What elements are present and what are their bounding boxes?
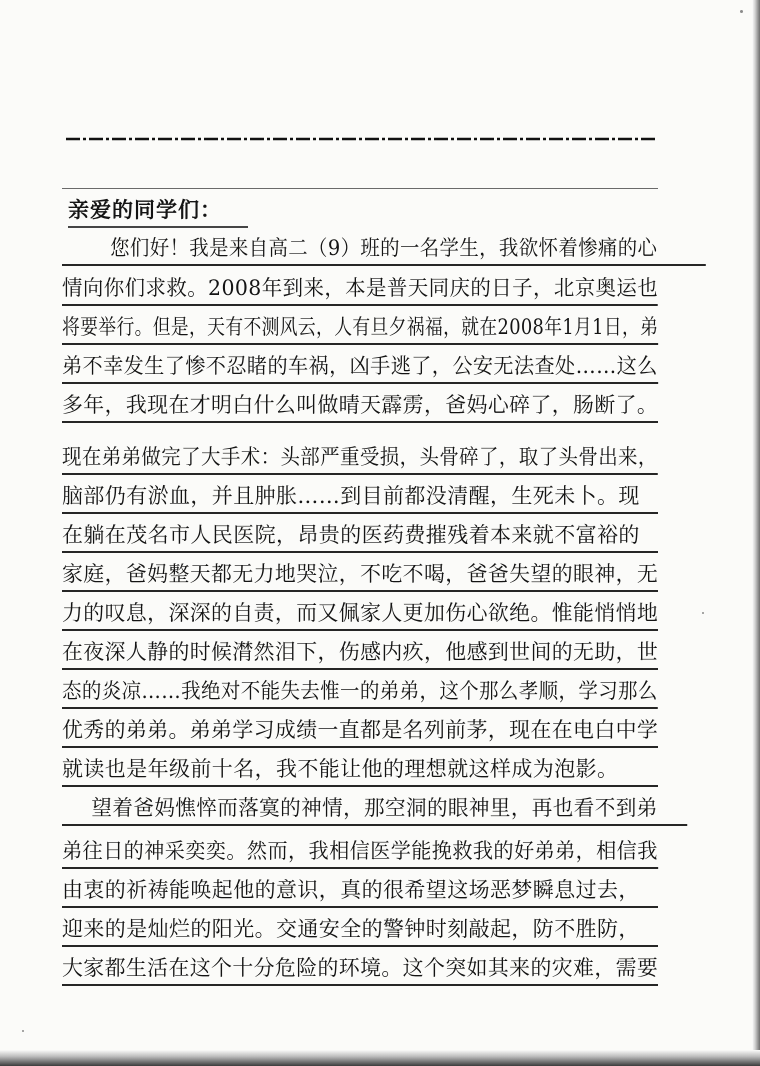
scan-edge-right [752, 0, 760, 1066]
letter-salutation: 亲爱的同学们： [68, 194, 248, 228]
letter-line: 情向你们求救。2008年到来，本是普天同庆的日子，北京奥运也 [62, 272, 658, 306]
letter-line: 在躺在茂名市人民医院，昂贵的医药费摧残着本来就不富裕的 [62, 519, 658, 553]
letter-line: 望着爸妈憔悴而落寞的神情，那空洞的眼神里，再也看不到弟 [62, 792, 687, 826]
decorative-dotted-rule [66, 132, 656, 146]
letter-line: 多年，我现在才明白什么叫做晴天霹雳，爸妈心碎了，肠断了。 [62, 389, 658, 423]
letter-line: 您们好！我是来自高二（9）班的一名学生，我欲怀着惨痛的心 [62, 232, 706, 266]
scan-speck [702, 612, 704, 614]
letter-line: 大家都生活在这个十分危险的环境。这个突如其来的灾难，需要 [62, 952, 658, 986]
letter-line: 由衷的祈祷能唤起他的意识，真的很希望这场恶梦瞬息过去， [62, 874, 658, 908]
letter-line: 将要举行。但是，天有不测风云，人有旦夕祸福，就在2008年1月1日，弟 [62, 311, 658, 345]
letter-line: 态的炎凉……我绝对不能失去惟一的弟弟，这个那么孝顺，学习那么 [62, 675, 658, 709]
letter-line: 迎来的是灿烂的阳光。交通安全的警钟时刻敲起，防不胜防， [62, 913, 658, 947]
letter-line: 现在弟弟做完了大手术：头部严重受损，头骨碎了，取了头骨出来， [62, 441, 658, 475]
letter-line: 力的叹息，深深的自责，而又佩家人更加伤心欲绝。惟能悄悄地 [62, 597, 658, 631]
letter-line: 就读也是年级前十名，我不能让他的理想就这样成为泡影。 [62, 753, 658, 787]
letter-line: 优秀的弟弟。弟弟学习成绩一直都是名列前茅，现在在电白中学 [62, 714, 658, 748]
letter-line: 家庭，爸妈整天都无力地哭泣，不吃不喝，爸爸失望的眼神，无 [62, 558, 658, 592]
letter-line: 弟不幸发生了惨不忍睹的车祸，凶手逃了，公安无法查处……这么 [62, 350, 658, 384]
scan-speck [740, 10, 743, 13]
ruled-line [62, 188, 658, 189]
letter-line: 在夜深人静的时候潸然泪下，伤感内疚，他感到世间的无助，世 [62, 636, 658, 670]
letter-line: 弟往日的神采奕奕。然而，我相信医学能挽救我的好弟弟，相信我 [62, 835, 658, 869]
scan-speck [22, 1030, 24, 1032]
letter-line: 脑部仍有淤血，并且肿胀……到目前都没清醒，生死未卜。现 [62, 480, 658, 514]
scan-edge-bottom [0, 1050, 760, 1066]
